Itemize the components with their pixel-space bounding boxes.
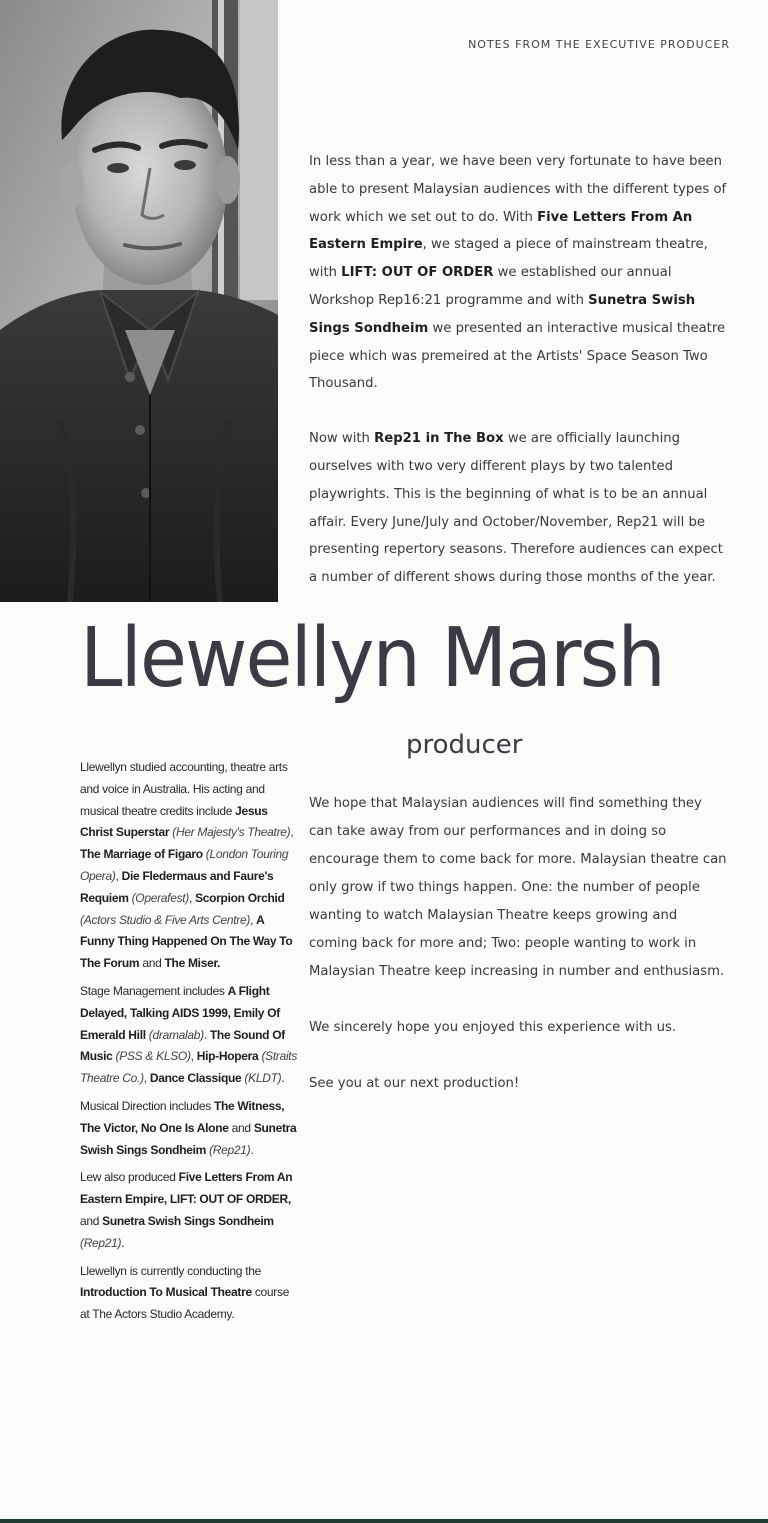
text-run: and (139, 956, 165, 971)
bold-title: A Flight Delayed, Talking AIDS 1999, Emily Of Emerald Hill (80, 983, 280, 1042)
person-name: Llewellyn Marsh (80, 611, 665, 706)
bold-title: Die Fledermaus and Faure's Requiem (80, 868, 274, 905)
text-run: , (250, 912, 257, 927)
main-paragraph-3: See you at our next production! (309, 1076, 520, 1091)
bold-title: A Funny Thing Happened On The Way To The Forum (80, 912, 293, 971)
bottom-edge-border (0, 1519, 768, 1523)
venue-note: (Straits Theatre Co.) (80, 1049, 298, 1086)
bold-title: Five Letters From An Eastern Empire (309, 209, 693, 253)
intro-text (309, 148, 729, 619)
bold-title: Hip-Hopera (196, 1049, 259, 1064)
text-run: and (228, 1120, 254, 1135)
text-run: . (250, 1142, 254, 1157)
bold-title: Dance Classique (149, 1071, 242, 1086)
text-run: we are officially launching ourselves with two very different plays by two talented playwrights. This is the beginning of what is to be an annual affair. Every June/July and October/November, Rep21 will be presenting repertory seasons. Therefore audiences can expect a number of different shows during those months of the year. (309, 431, 723, 586)
text-run: we presented an interactive musical theatre piece which was premeired at the Artists' Space Season Two Thousand. (309, 320, 726, 392)
section-header: NOTES FROM THE EXECUTIVE PRODUCER (468, 38, 730, 51)
bold-title: Five Letters From An Eastern Empire, LIFT: OUT OF ORDER, (80, 1170, 293, 1207)
bold-title: The Marriage of Figaro (80, 847, 203, 862)
text-run: we established our annual Workshop Rep16:21 programme and with (309, 265, 672, 308)
venue-note: (dramalab) (145, 1027, 204, 1042)
text-run: Now with (309, 431, 375, 447)
text-run: . (121, 1235, 125, 1250)
bold-title: The Sound Of Music (80, 1027, 285, 1064)
venue-note: (London Touring Opera) (80, 847, 289, 883)
venue-note: (KLDT) (241, 1071, 282, 1086)
bold-title: Sunetra Swish Sings Sondheim (309, 292, 696, 336)
text-run: . (203, 1027, 210, 1042)
main-paragraph-1: We hope that Malaysian audiences will find something they can take away from our performances and in doing so encourage them to come back for more. Malaysian theatre can only grow if two things happen. One: the number of people wanting to watch Malaysian Theatre keeps growing and coming back for more and; Two: people wanting to work in Malaysian Theatre keep increasing in number and enthusiasm. (309, 796, 727, 979)
text-run: , (290, 825, 294, 840)
bio-paragraph-5 (80, 1261, 298, 1326)
text-run: , (189, 890, 196, 905)
bio-paragraph-1 (80, 757, 298, 975)
bio-column (80, 757, 298, 1332)
text-run: Lew also produced (80, 1170, 179, 1185)
bio-paragraph-3 (80, 1096, 298, 1161)
text-run: In less than a year, we have been very fortunate to have been able to present Malaysian audiences with the different types of work which we set out to do. With (309, 154, 727, 225)
bold-title: Introduction To Musical Theatre (80, 1285, 252, 1300)
intro-paragraph-2 (309, 425, 729, 592)
person-role: producer (406, 730, 523, 760)
text-run: , (143, 1071, 150, 1086)
intro-paragraph-1 (309, 148, 729, 398)
bold-title: LIFT: OUT OF ORDER (341, 265, 494, 281)
text-run: course at The Actors Studio Academy. (80, 1285, 290, 1322)
bold-title: Scorpion Orchid (195, 890, 285, 905)
bold-title: The Miser. (164, 956, 221, 971)
text-run: and (80, 1213, 103, 1228)
venue-note: (Actors Studio & Five Arts Centre) (80, 912, 251, 927)
bold-title: Jesus Christ Superstar (80, 803, 268, 840)
bio-paragraph-4 (80, 1167, 298, 1254)
bold-title: Sunetra Swish Sings Sondheim (80, 1120, 297, 1157)
text-run: . (281, 1071, 285, 1086)
text-run: , (115, 868, 122, 883)
main-text (309, 790, 729, 1126)
bio-paragraph-2 (80, 981, 298, 1090)
text-run: Musical Direction includes (80, 1098, 214, 1113)
bold-title: Rep21 in The Box (374, 431, 504, 447)
portrait-photo (0, 0, 278, 602)
text-run: Stage Management includes (80, 983, 228, 998)
text-run: Llewellyn is currently conducting the (80, 1263, 262, 1278)
text-run: Llewellyn studied accounting, theatre arts and voice in Australia. His acting and musical theatre credits include (80, 760, 288, 818)
venue-note: (Operafest) (128, 890, 189, 905)
venue-note: (PSS & KLSO) (112, 1049, 191, 1064)
venue-note: (Rep21) (206, 1142, 251, 1157)
bold-title: The Witness, The Victor, No One Is Alone (80, 1098, 285, 1135)
text-run: , we staged a piece of mainstream theatre, with (309, 237, 708, 281)
venue-note: (Her Majesty's Theatre) (169, 825, 291, 840)
bold-title: Sunetra Swish Sings Sondheim (102, 1213, 274, 1228)
main-paragraph-2: We sincerely hope you enjoyed this experience with us. (309, 1020, 677, 1035)
venue-note: (Rep21) (80, 1235, 122, 1250)
text-run: , (190, 1049, 197, 1064)
